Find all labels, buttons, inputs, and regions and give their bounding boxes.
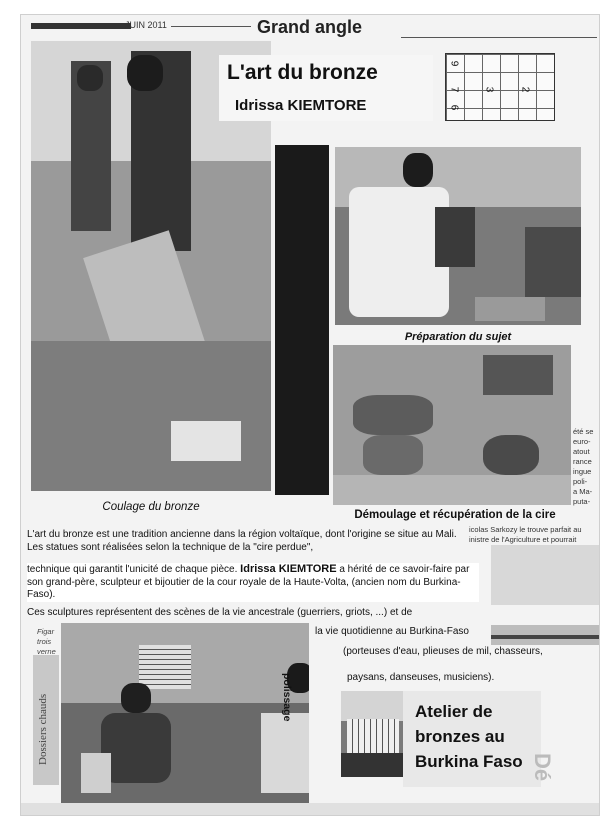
article-title: L'art du bronze: [227, 61, 378, 84]
bottom-edge: [21, 803, 599, 815]
dark-rule: [491, 635, 599, 639]
header-date: JUIN 2011: [125, 20, 167, 30]
sudoku-digit: 2: [519, 86, 531, 93]
article-paragraph-1: L'art du bronze est une tradition ancienne dans la région voltaïque, dont l'origine se situe au Mali. Les statues sont réalisées selon la technique de la "cire perdue",: [27, 529, 457, 553]
dossiers-label: Dossiers chauds: [37, 693, 49, 765]
section-title: Grand angle: [257, 17, 363, 37]
caption-demoulage: Démoulage et récupération de la cire: [354, 509, 556, 521]
article-paragraph-3b: la vie quotidienne au Burkina-Faso: [315, 626, 469, 637]
photo-preparation: [335, 147, 581, 325]
photo-building: [341, 691, 405, 777]
article-paragraph-2: [27, 563, 479, 602]
sudoku-digit: 9: [448, 60, 460, 67]
background-text-line: icolas Sarkozy le trouve parfait au: [469, 525, 582, 534]
article-paragraph-3d: paysans, danseuses, musiciens).: [347, 672, 495, 683]
newspaper-page: [20, 14, 600, 816]
sudoku-digit: 7: [448, 86, 460, 93]
left-fragments: Figar trois verne: [37, 627, 56, 656]
dark-strip: [275, 145, 329, 495]
header-bar-left: [31, 23, 131, 29]
photo-demoulage: [333, 345, 571, 505]
paragraph-2-prefix: technique qui garantit l'unicité de chaque pièce.: [27, 564, 238, 575]
background-text-line: inistre de l'Agriculture et pourrait: [469, 535, 577, 544]
paragraph-2-name: Idrissa KIEMTORE: [240, 563, 337, 575]
background-gray-panel: [491, 545, 599, 605]
header-rule: [171, 26, 251, 27]
atelier-title: Atelier de bronzes au Burkina Faso: [415, 702, 523, 771]
caption-coulage: Coulage du bronze: [102, 501, 200, 513]
sudoku-digit: 3: [483, 86, 495, 93]
article-paragraph-3a: Ces sculptures représentent des scènes de la vie ancestrale (guerriers, griots, ...) et de: [27, 607, 413, 618]
header-rule-right: [401, 37, 597, 38]
article-author: Idrissa KIEMTORE: [235, 97, 367, 114]
caption-polissage: polissage: [281, 673, 293, 722]
article-paragraph-3c: (porteuses d'eau, plieuses de mil, chasseurs,: [343, 646, 543, 657]
sudoku-grid: [445, 53, 555, 121]
caption-preparation: Préparation du sujet: [404, 331, 512, 343]
paragraph-2-rest: a hérité de ce savoir-faire par son grand-père, sculpteur et bijoutier de la cour royale de la Haute-Volta, (ancien nom du Burkina-Faso).: [27, 564, 470, 600]
sudoku-digit: 6: [448, 104, 460, 111]
background-column-fragments: été se euro- atout rance ingue poli- a Ma- puta-: [573, 427, 594, 506]
photo-polissage: [61, 623, 309, 803]
background-letters: Dé: [530, 753, 555, 782]
